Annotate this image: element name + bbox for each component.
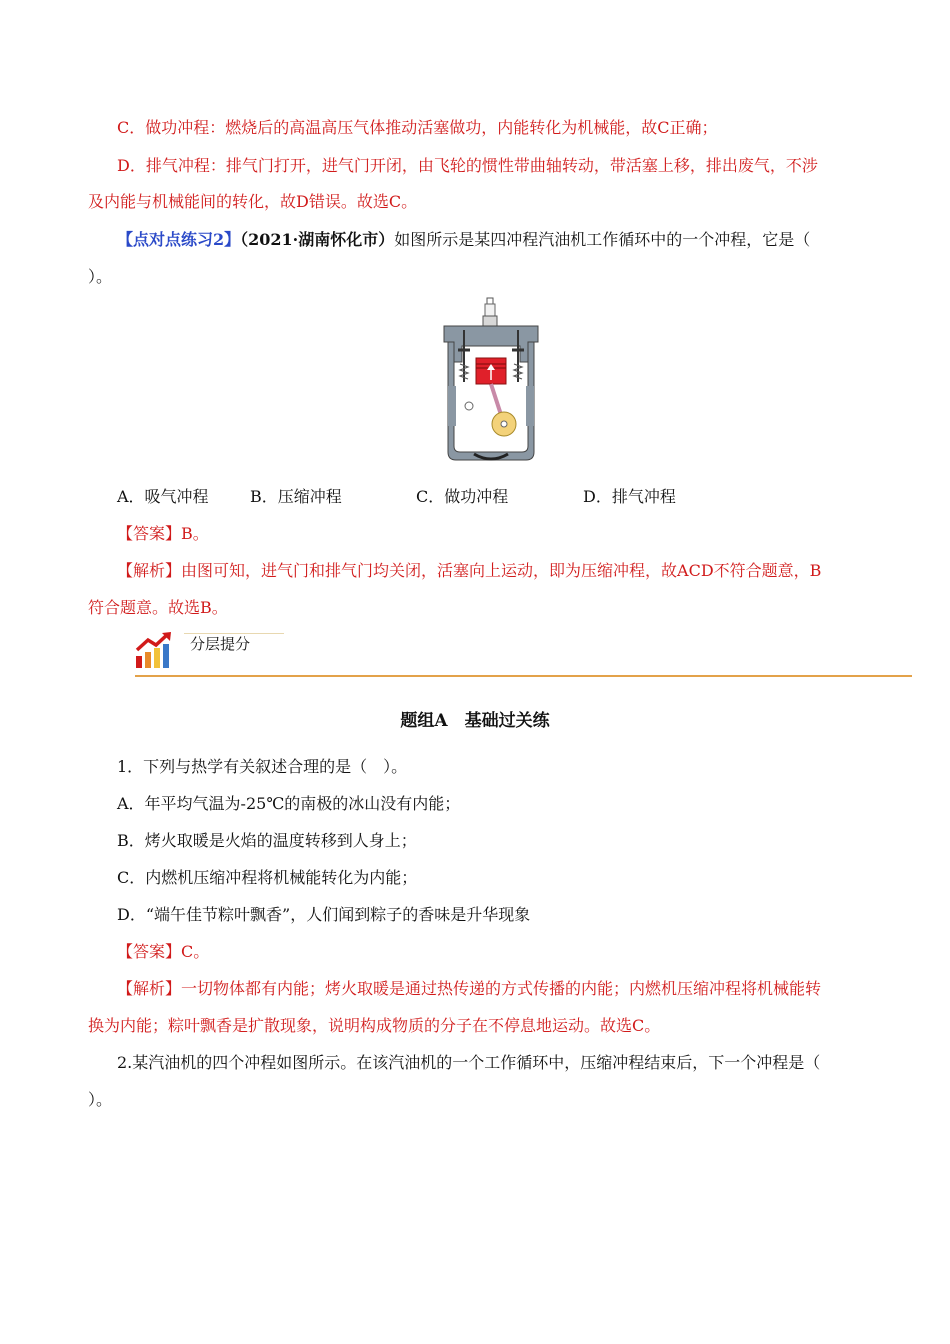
practice2-stem-text: 如图所示是某四冲程汽油机工作循环中的一个冲程，它是（ <box>394 230 811 249</box>
q1-option-b: B．烤火取暖是火焰的温度转移到人身上； <box>117 831 417 850</box>
piston-icon <box>476 358 506 384</box>
option-d: D．排气冲程 <box>583 487 676 506</box>
section-divider <box>135 675 912 677</box>
practice2-stem-end: ）。 <box>88 267 113 286</box>
answer-value: C。 <box>181 942 210 961</box>
q1-option-c: C．内燃机压缩冲程将机械能转化为内能； <box>117 868 418 887</box>
explanation-line-c: C．做功冲程：燃烧后的高温高压气体推动活塞做功，内能转化为机械能，故C正确； <box>117 118 718 137</box>
practice2-analysis-cont: 符合题意。故选B。 <box>88 598 228 617</box>
q1-stem: 1．下列与热学有关叙述合理的是（ ）。 <box>117 757 408 776</box>
section-title: 分层提分 <box>190 635 251 653</box>
explanation-line-d1: D．排气冲程：排气门打开，进气门开闭，由飞轮的惯性带曲轴转动，带活塞上移，排出废气，不涉 <box>117 156 818 175</box>
engine-compression-stroke-figure <box>434 296 548 468</box>
practice2-source: （2021·湖南怀化市） <box>240 230 395 249</box>
analysis-text: 一切物体都有内能；烤火取暖是通过热传递的方式传播的内能；内燃机压缩冲程将机械能转 <box>181 979 822 998</box>
answer-value: B。 <box>181 524 209 543</box>
practice2-tag: 【点对点练习2】 <box>117 230 241 249</box>
explanation-line-d2: 及内能与机械能间的转化，故D错误。故选C。 <box>88 192 418 211</box>
analysis-tag: 【解析】 <box>117 979 182 998</box>
analysis-text: 由图可知，进气门和排气门均关闭，活塞向上运动，即为压缩冲程，故ACD不符合题意，B <box>181 561 822 580</box>
analysis-tag: 【解析】 <box>117 561 182 580</box>
answer-tag: 【答案】 <box>117 524 182 543</box>
practice2-answer <box>117 523 209 545</box>
q2-stem: 2.某汽油机的四个冲程如图所示。在该汽油机的一个工作循环中，压缩冲程结束后，下一个冲程是（ <box>117 1053 821 1072</box>
q1-option-a: A．年平均气温为-25℃的南极的冰山没有内能； <box>117 794 461 813</box>
option-b: B．压缩冲程 <box>250 487 342 506</box>
group-title: 题组A 基础过关练 <box>400 711 550 731</box>
q1-answer <box>117 941 209 963</box>
growth-chart-icon <box>134 630 176 670</box>
answer-tag: 【答案】 <box>117 942 182 961</box>
option-a: A．吸气冲程 <box>117 487 209 506</box>
option-c: C．做功冲程 <box>416 487 509 506</box>
q2-stem-end: ）。 <box>88 1090 113 1109</box>
q1-analysis <box>117 978 821 1000</box>
practice2-analysis <box>117 560 821 582</box>
q1-analysis-cont: 换为内能；粽叶飘香是扩散现象，说明构成物质的分子在不停息地运动。故选C。 <box>88 1016 661 1035</box>
q1-option-d: D．“端午佳节粽叶飘香”，人们闻到粽子的香味是升华现象 <box>117 905 531 924</box>
practice2-stem <box>117 229 810 251</box>
